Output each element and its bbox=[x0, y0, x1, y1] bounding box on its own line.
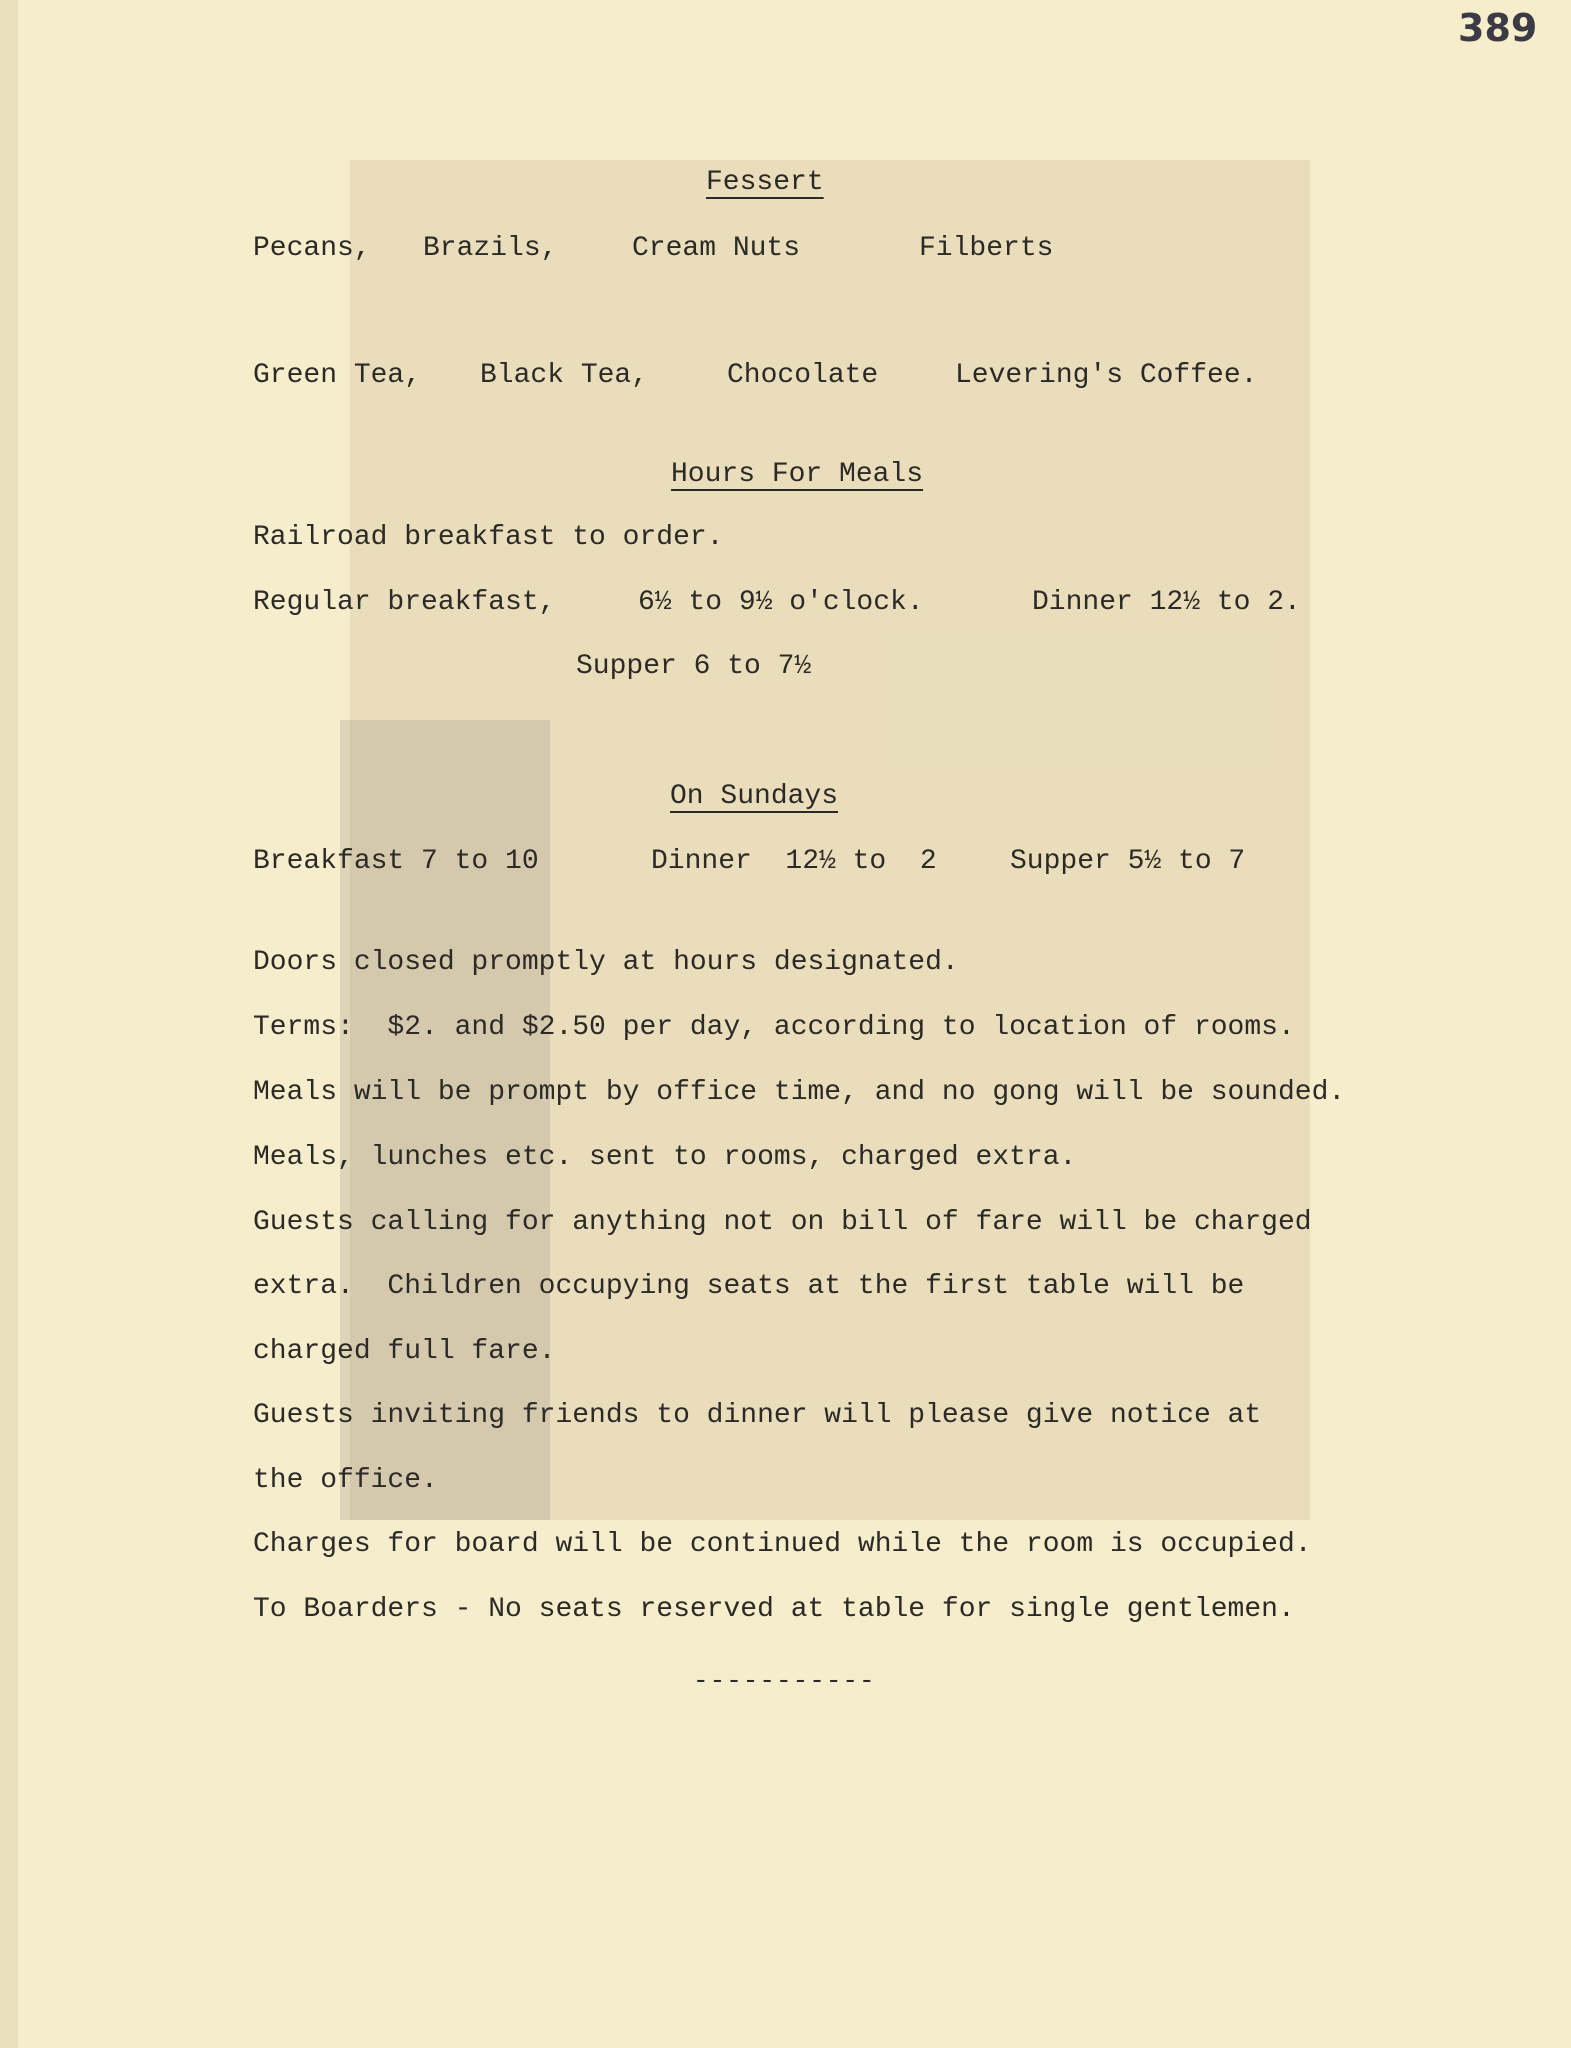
menu-item: Brazils, bbox=[423, 233, 558, 264]
page-number: 389 bbox=[1458, 6, 1538, 50]
hours-regular-time: 6½ to 9½ o'clock. bbox=[638, 587, 924, 618]
rule-line: charged full fare. bbox=[253, 1336, 556, 1367]
menu-item: Levering's Coffee. bbox=[955, 360, 1258, 391]
rule-line: extra. Children occupying seats at the first table will be bbox=[253, 1271, 1245, 1302]
end-rule: ----------- bbox=[693, 1666, 876, 1696]
hours-railroad: Railroad breakfast to order. bbox=[253, 522, 724, 553]
heading-dessert: Fessert bbox=[706, 167, 824, 198]
sunday-supper: Supper 5½ to 7 bbox=[1010, 846, 1246, 877]
hours-regular: Regular breakfast, bbox=[253, 587, 556, 618]
rule-line: Terms: $2. and $2.50 per day, according to location of rooms. bbox=[253, 1012, 1295, 1043]
rule-line: Guests inviting friends to dinner will please give notice at bbox=[253, 1400, 1262, 1431]
menu-item: Chocolate bbox=[727, 360, 879, 391]
menu-item: Filberts bbox=[919, 233, 1054, 264]
hours-supper: Supper 6 to 7½ bbox=[576, 651, 812, 682]
rule-line: Meals, lunches etc. sent to rooms, charged extra. bbox=[253, 1142, 1077, 1173]
rule-line: To Boarders - No seats reserved at table for single gentlemen. bbox=[253, 1594, 1295, 1625]
rule-line: the office. bbox=[253, 1465, 438, 1496]
menu-item: Black Tea, bbox=[480, 360, 649, 391]
menu-item: Pecans, bbox=[253, 233, 371, 264]
menu-item: Cream Nuts bbox=[632, 233, 801, 264]
rule-line: Meals will be prompt by office time, and no gong will be sounded. bbox=[253, 1077, 1346, 1108]
heading-sundays: On Sundays bbox=[670, 781, 839, 812]
menu-item: Green Tea, bbox=[253, 360, 422, 391]
sunday-dinner: Dinner 12½ to 2 bbox=[651, 846, 937, 877]
rule-line: Guests calling for anything not on bill of fare will be charged bbox=[253, 1207, 1312, 1238]
paper-edge bbox=[0, 0, 18, 2048]
rule-line: Doors closed promptly at hours designated. bbox=[253, 947, 959, 978]
hours-dinner: Dinner 12½ to 2. bbox=[1032, 587, 1301, 618]
rule-line: Charges for board will be continued while the room is occupied. bbox=[253, 1529, 1312, 1560]
heading-hours: Hours For Meals bbox=[671, 459, 924, 490]
sunday-breakfast: Breakfast 7 to 10 bbox=[253, 846, 539, 877]
